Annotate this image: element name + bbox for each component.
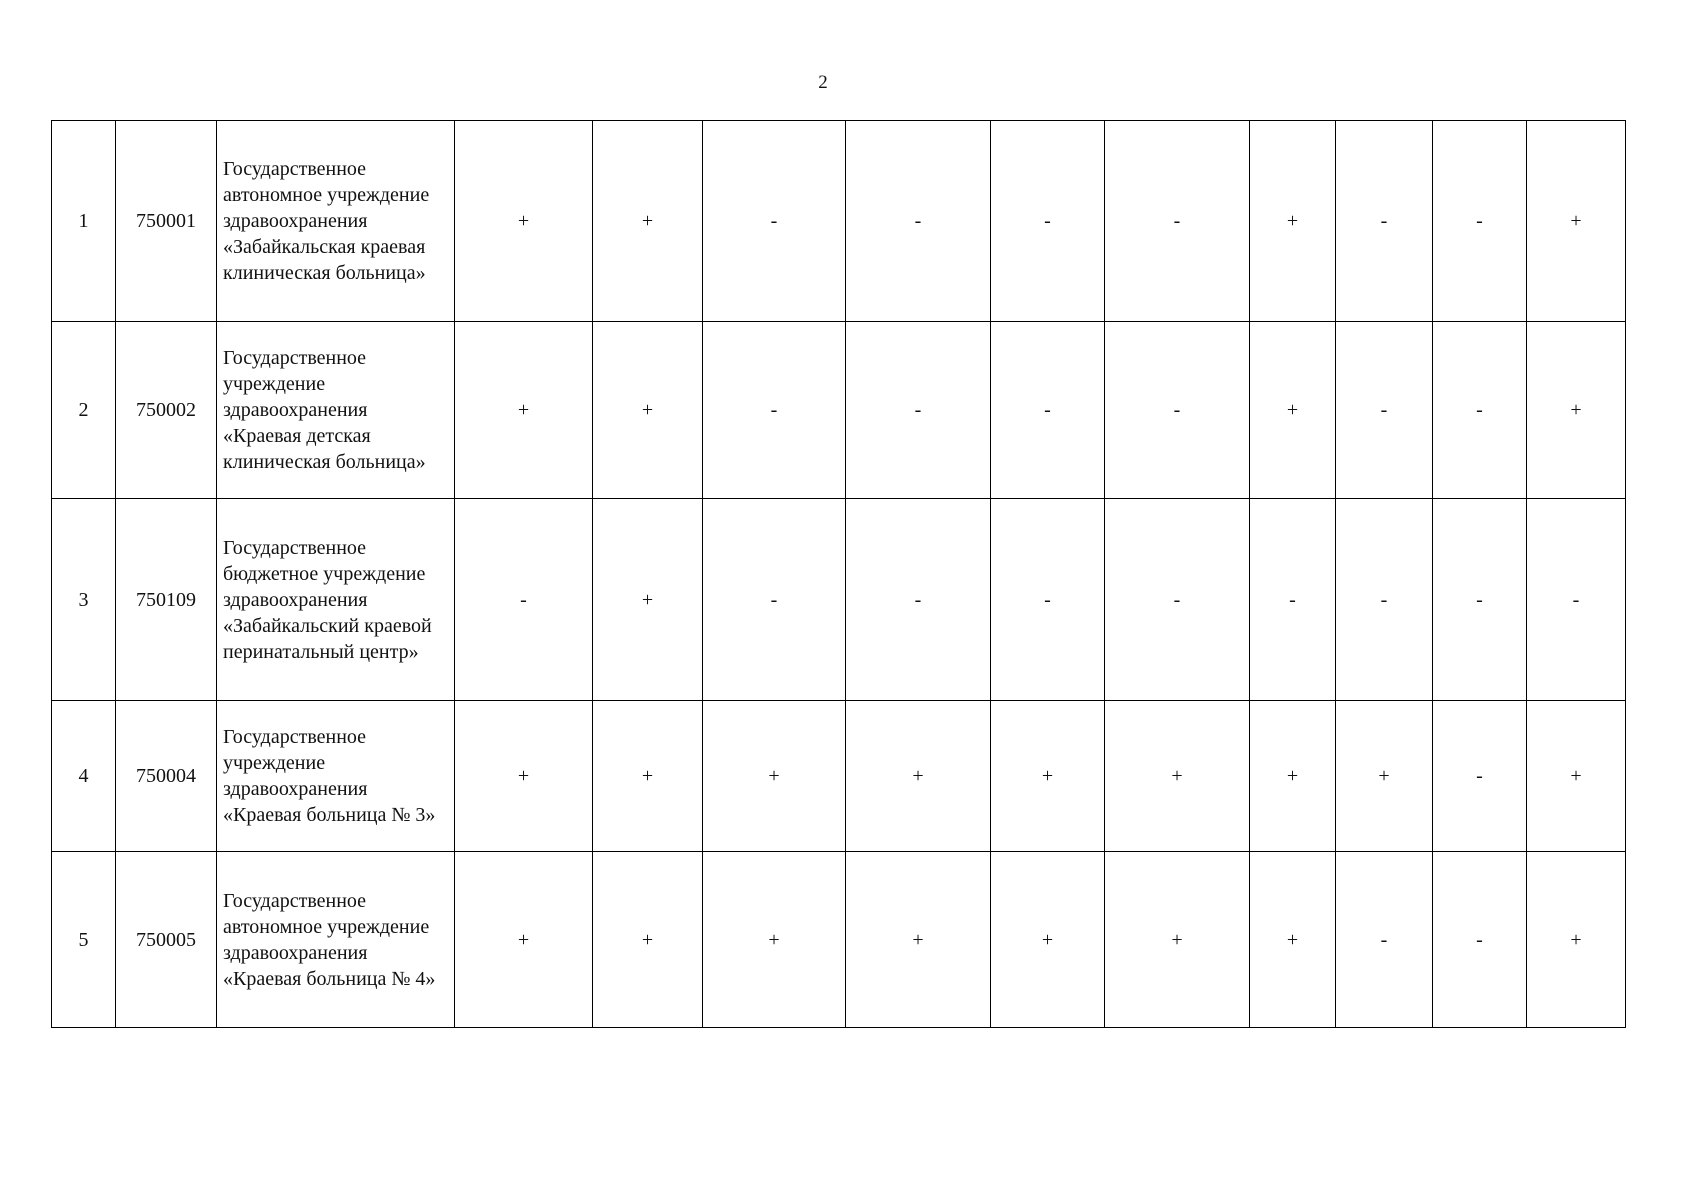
mark-cell: + <box>991 701 1105 852</box>
mark-cell: - <box>991 121 1105 322</box>
mark-cell: - <box>991 499 1105 701</box>
mark-cell: + <box>1527 121 1626 322</box>
mark-cell: + <box>703 852 846 1028</box>
mark-cell: - <box>1433 121 1527 322</box>
mark-cell: + <box>455 701 593 852</box>
mark-cell: + <box>1336 701 1433 852</box>
mark-cell: - <box>1336 322 1433 499</box>
mark-cell: + <box>1250 121 1336 322</box>
mark-cell: + <box>593 701 703 852</box>
table-row <box>52 499 1626 701</box>
institution-code: 750109 <box>116 499 217 701</box>
mark-cell: + <box>846 852 991 1028</box>
mark-cell: + <box>1105 852 1250 1028</box>
row-number: 5 <box>52 852 116 1028</box>
mark-cell: + <box>1250 852 1336 1028</box>
institution-code: 750001 <box>116 121 217 322</box>
mark-cell: + <box>455 322 593 499</box>
mark-cell: + <box>703 701 846 852</box>
mark-cell: + <box>1527 322 1626 499</box>
mark-cell: - <box>703 499 846 701</box>
mark-cell: - <box>1250 499 1336 701</box>
mark-cell: - <box>1433 701 1527 852</box>
mark-cell: - <box>1433 499 1527 701</box>
mark-cell: + <box>1250 322 1336 499</box>
mark-cell: + <box>455 121 593 322</box>
institution-name: Государственное автономное учреждение здравоохранения «Забайкальская краевая клиническая больница» <box>217 121 455 322</box>
mark-cell: - <box>1336 499 1433 701</box>
institution-name: Государственное автономное учреждение здравоохранения «Краевая больница № 4» <box>217 852 455 1028</box>
mark-cell: - <box>1336 121 1433 322</box>
mark-cell: + <box>1105 701 1250 852</box>
institution-code: 750002 <box>116 322 217 499</box>
table-row <box>52 121 1626 322</box>
mark-cell: + <box>1527 701 1626 852</box>
mark-cell: + <box>593 852 703 1028</box>
mark-cell: - <box>991 322 1105 499</box>
institution-code: 750005 <box>116 852 217 1028</box>
mark-cell: + <box>1250 701 1336 852</box>
mark-cell: - <box>1527 499 1626 701</box>
institution-code: 750004 <box>116 701 217 852</box>
mark-cell: + <box>846 701 991 852</box>
mark-cell: - <box>1433 852 1527 1028</box>
mark-cell: - <box>1336 852 1433 1028</box>
mark-cell: - <box>703 121 846 322</box>
institution-name: Государственное бюджетное учреждение здравоохранения «Забайкальский краевой перинатальный центр» <box>217 499 455 701</box>
institutions-table <box>51 120 1626 1028</box>
mark-cell: - <box>1433 322 1527 499</box>
table-row <box>52 852 1626 1028</box>
row-number: 1 <box>52 121 116 322</box>
page-number: 2 <box>818 72 828 93</box>
row-number: 2 <box>52 322 116 499</box>
mark-cell: + <box>991 852 1105 1028</box>
mark-cell: - <box>455 499 593 701</box>
mark-cell: - <box>846 499 991 701</box>
mark-cell: - <box>1105 121 1250 322</box>
mark-cell: - <box>846 121 991 322</box>
table-row <box>52 322 1626 499</box>
mark-cell: - <box>846 322 991 499</box>
row-number: 4 <box>52 701 116 852</box>
institution-name: Государственное учреждение здравоохранения «Краевая детская клиническая больница» <box>217 322 455 499</box>
mark-cell: - <box>703 322 846 499</box>
mark-cell: + <box>1527 852 1626 1028</box>
row-number: 3 <box>52 499 116 701</box>
mark-cell: + <box>593 499 703 701</box>
institution-name: Государственное учреждение здравоохранения «Краевая больница № 3» <box>217 701 455 852</box>
mark-cell: - <box>1105 499 1250 701</box>
mark-cell: + <box>593 322 703 499</box>
table-row <box>52 701 1626 852</box>
mark-cell: + <box>593 121 703 322</box>
mark-cell: - <box>1105 322 1250 499</box>
mark-cell: + <box>455 852 593 1028</box>
